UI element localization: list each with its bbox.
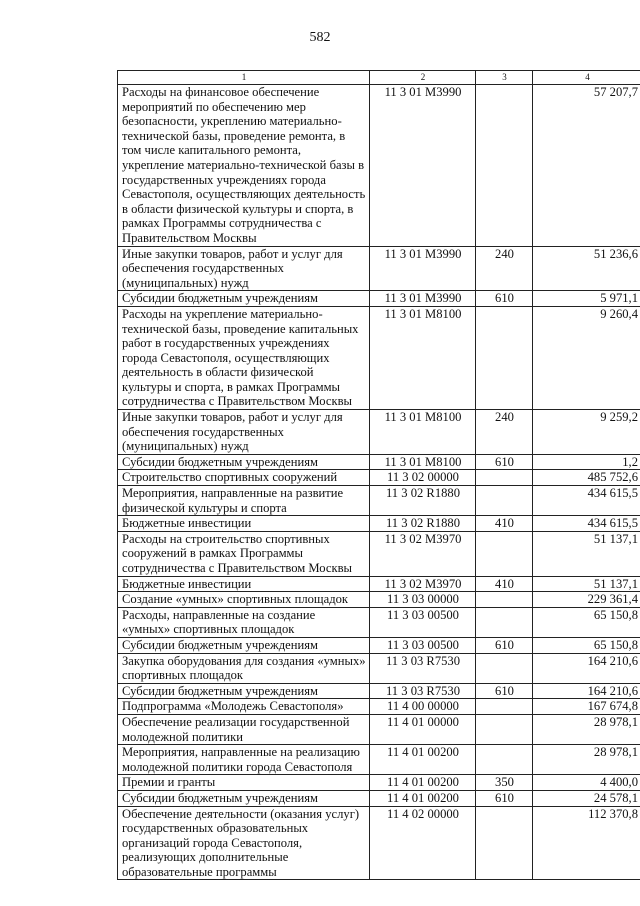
row-code-cell: 11 3 03 00500 [370, 637, 476, 653]
row-type-cell: 610 [476, 683, 533, 699]
row-amount-cell: 51 236,6 [533, 246, 640, 291]
row-code-cell: 11 3 03 R7530 [370, 653, 476, 683]
row-amount-cell: 51 137,1 [533, 531, 640, 576]
row-name-cell: Иные закупки товаров, работ и услуг для обеспечения государственных (муниципальных) нужд [118, 410, 370, 455]
row-type-cell [476, 607, 533, 637]
row-code-cell: 11 3 01 М3990 [370, 291, 476, 307]
row-code-cell: 11 3 01 М3990 [370, 246, 476, 291]
row-name-cell: Мероприятия, направленные на развитие физической культуры и спорта [118, 486, 370, 516]
header-cell-amount: 4 [533, 71, 640, 85]
table-row [118, 576, 640, 592]
row-name-cell: Расходы на финансовое обеспечение мероприятий по обеспечению мер безопасности, укреплению материально-технической базы, проведение ремонта, в том числе капитального ремонта, укрепление материально-технической базы в государственных учреждениях города Севастополя, осуществляющих деятельность в области физической культуры и спорта, в рамках Программы сотрудничества с Правительством Москвы [118, 85, 370, 247]
row-amount-cell: 485 752,6 [533, 470, 640, 486]
table-row [118, 637, 640, 653]
row-name-cell: Расходы, направленные на создание «умных» спортивных площадок [118, 607, 370, 637]
row-type-cell [476, 592, 533, 608]
table-row [118, 85, 640, 247]
table-row [118, 607, 640, 637]
table-row [118, 291, 640, 307]
row-amount-cell: 5 971,1 [533, 291, 640, 307]
row-name-cell: Бюджетные инвестиции [118, 516, 370, 532]
row-type-cell [476, 806, 533, 880]
page-number: 582 [309, 30, 331, 45]
row-type-cell [476, 745, 533, 775]
row-name-cell: Бюджетные инвестиции [118, 576, 370, 592]
table-row [118, 653, 640, 683]
row-type-cell [476, 699, 533, 715]
table-row [118, 470, 640, 486]
row-code-cell: 11 3 03 00500 [370, 607, 476, 637]
row-code-cell: 11 4 02 00000 [370, 806, 476, 880]
row-code-cell: 11 3 01 М8100 [370, 454, 476, 470]
table-row [118, 699, 640, 715]
row-name-cell: Субсидии бюджетным учреждениям [118, 637, 370, 653]
table-row [118, 454, 640, 470]
row-code-cell: 11 3 02 М3970 [370, 576, 476, 592]
row-type-cell: 350 [476, 775, 533, 791]
row-amount-cell: 4 400,0 [533, 775, 640, 791]
table-row [118, 246, 640, 291]
row-name-cell: Создание «умных» спортивных площадок [118, 592, 370, 608]
row-name-cell: Иные закупки товаров, работ и услуг для обеспечения государственных (муниципальных) нужд [118, 246, 370, 291]
row-name-cell: Премии и гранты [118, 775, 370, 791]
table-row [118, 410, 640, 455]
row-code-cell: 11 3 02 00000 [370, 470, 476, 486]
row-name-cell: Мероприятия, направленные на реализацию молодежной политики города Севастополя [118, 745, 370, 775]
row-amount-cell: 1,2 [533, 454, 640, 470]
row-name-cell: Субсидии бюджетным учреждениям [118, 683, 370, 699]
table-row [118, 516, 640, 532]
table-row [118, 306, 640, 409]
row-type-cell: 610 [476, 637, 533, 653]
row-name-cell: Закупка оборудования для создания «умных» спортивных площадок [118, 653, 370, 683]
row-type-cell [476, 714, 533, 744]
row-name-cell: Обеспечение деятельности (оказания услуг) государственных образовательных организаций города Севастополя, реализующих дополнительные образовательные программы [118, 806, 370, 880]
row-type-cell [476, 531, 533, 576]
header-cell-name: 1 [118, 71, 370, 85]
row-type-cell [476, 653, 533, 683]
row-code-cell: 11 3 01 М8100 [370, 410, 476, 455]
row-amount-cell: 28 978,1 [533, 745, 640, 775]
row-amount-cell: 65 150,8 [533, 607, 640, 637]
row-name-cell: Строительство спортивных сооружений [118, 470, 370, 486]
row-type-cell [476, 470, 533, 486]
row-amount-cell: 24 578,1 [533, 790, 640, 806]
row-amount-cell: 51 137,1 [533, 576, 640, 592]
row-type-cell: 410 [476, 516, 533, 532]
row-name-cell: Субсидии бюджетным учреждениям [118, 790, 370, 806]
row-code-cell: 11 4 01 00200 [370, 790, 476, 806]
row-name-cell: Расходы на строительство спортивных сооружений в рамках Программы сотрудничества с Правительством Москвы [118, 531, 370, 576]
row-type-cell: 610 [476, 454, 533, 470]
row-code-cell: 11 4 00 00000 [370, 699, 476, 715]
row-amount-cell: 9 259,2 [533, 410, 640, 455]
row-type-cell: 240 [476, 246, 533, 291]
table-row [118, 683, 640, 699]
row-amount-cell: 164 210,6 [533, 653, 640, 683]
row-name-cell: Субсидии бюджетным учреждениям [118, 454, 370, 470]
table-row [118, 790, 640, 806]
row-code-cell: 11 4 01 00200 [370, 745, 476, 775]
row-name-cell: Расходы на укрепление материально-технической базы, проведение капитальных работ в государственных учреждениях города Севастополя, осуществляющих деятельность в области физической культуры и спорта, в рамках Программы сотрудничества с Правительством Москвы [118, 306, 370, 409]
row-code-cell: 11 3 02 R1880 [370, 486, 476, 516]
row-code-cell: 11 3 03 R7530 [370, 683, 476, 699]
row-code-cell: 11 4 01 00200 [370, 775, 476, 791]
row-amount-cell: 9 260,4 [533, 306, 640, 409]
table-row [118, 592, 640, 608]
row-type-cell [476, 85, 533, 247]
row-amount-cell: 65 150,8 [533, 637, 640, 653]
row-code-cell: 11 4 01 00000 [370, 714, 476, 744]
row-type-cell: 240 [476, 410, 533, 455]
header-cell-code: 2 [370, 71, 476, 85]
row-amount-cell: 112 370,8 [533, 806, 640, 880]
row-code-cell: 11 3 02 R1880 [370, 516, 476, 532]
row-type-cell: 610 [476, 291, 533, 307]
row-code-cell: 11 3 01 М3990 [370, 85, 476, 247]
row-amount-cell: 229 361,4 [533, 592, 640, 608]
table-header-row [118, 71, 640, 85]
row-name-cell: Субсидии бюджетным учреждениям [118, 291, 370, 307]
header-cell-type: 3 [476, 71, 533, 85]
row-type-cell [476, 486, 533, 516]
table-row [118, 775, 640, 791]
row-amount-cell: 167 674,8 [533, 699, 640, 715]
row-amount-cell: 57 207,7 [533, 85, 640, 247]
row-amount-cell: 434 615,5 [533, 516, 640, 532]
row-code-cell: 11 3 01 М8100 [370, 306, 476, 409]
row-name-cell: Подпрограмма «Молодежь Севастополя» [118, 699, 370, 715]
row-type-cell: 410 [476, 576, 533, 592]
row-name-cell: Обеспечение реализации государственной молодежной политики [118, 714, 370, 744]
table-row [118, 806, 640, 880]
row-amount-cell: 28 978,1 [533, 714, 640, 744]
row-amount-cell: 164 210,6 [533, 683, 640, 699]
row-code-cell: 11 3 02 М3970 [370, 531, 476, 576]
table-row [118, 531, 640, 576]
row-code-cell: 11 3 03 00000 [370, 592, 476, 608]
table-row [118, 486, 640, 516]
table-body [118, 85, 640, 880]
row-amount-cell: 434 615,5 [533, 486, 640, 516]
row-type-cell: 610 [476, 790, 533, 806]
budget-table [117, 70, 640, 880]
table-row [118, 745, 640, 775]
row-type-cell [476, 306, 533, 409]
table-row [118, 714, 640, 744]
